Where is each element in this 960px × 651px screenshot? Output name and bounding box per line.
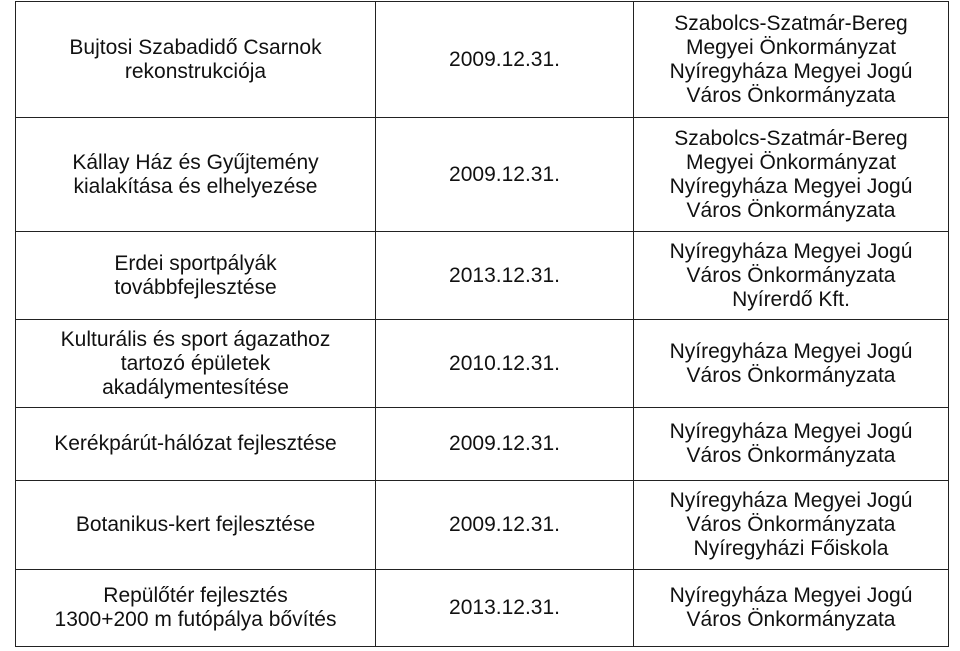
deadline-text: 2009.12.31.: [449, 47, 560, 71]
project-cell: [16, 570, 376, 647]
deadline-text: 2010.12.31.: [449, 351, 560, 375]
owner-text: Megyei Önkormányzat: [685, 35, 897, 59]
project-text: akadálymentesítése: [102, 375, 289, 399]
owner-text: Nyírerdő Kft.: [732, 287, 850, 311]
owner-text: Nyíregyháza Megyei Jogú: [669, 339, 913, 363]
project-cell: [16, 481, 376, 570]
owner-text: Város Önkormányzata: [686, 198, 896, 222]
deadline-cell: [376, 118, 634, 232]
project-cell: [16, 232, 376, 320]
owner-text: Város Önkormányzata: [686, 363, 896, 387]
projects-table-body: [16, 2, 949, 647]
table-row: [16, 2, 949, 118]
project-text: rekonstrukciója: [124, 59, 267, 83]
owner-cell: [634, 2, 949, 118]
table-row: [16, 118, 949, 232]
deadline-cell: [376, 232, 634, 320]
owner-text: Megyei Önkormányzat: [685, 150, 897, 174]
owner-text: Szabolcs-Szatmár-Bereg: [674, 126, 908, 150]
table-row: [16, 570, 949, 647]
owner-cell: [634, 408, 949, 481]
project-text: Bujtosi Szabadidő Csarnok: [69, 35, 322, 59]
project-text: tartozó épületek: [120, 351, 271, 375]
owner-cell: [634, 232, 949, 320]
table-row: [16, 232, 949, 320]
project-text: Repülőtér fejlesztés: [103, 584, 288, 607]
deadline-text: 2009.12.31.: [449, 162, 560, 186]
project-cell: [16, 408, 376, 481]
deadline-cell: [376, 2, 634, 118]
deadline-text: 2013.12.31.: [449, 596, 560, 619]
owner-text: Város Önkormányzata: [686, 83, 896, 107]
deadline-cell: [376, 481, 634, 570]
deadline-cell: [376, 408, 634, 481]
owner-text: Város Önkormányzata: [686, 608, 896, 631]
owner-text: Város Önkormányzata: [686, 444, 896, 467]
project-text: Kerékpárút-hálózat fejlesztése: [54, 432, 337, 455]
owner-text: Szabolcs-Szatmár-Bereg: [674, 11, 908, 35]
owner-text: Nyíregyháza Megyei Jogú: [669, 420, 913, 443]
project-text: Botanikus-kert fejlesztése: [75, 513, 316, 536]
project-text: Erdei sportpályák: [114, 251, 277, 275]
project-cell: [16, 320, 376, 408]
owner-text: Város Önkormányzata: [686, 263, 896, 287]
project-cell: [16, 118, 376, 232]
project-text: Kállay Ház és Gyűjtemény: [72, 150, 319, 174]
owner-text: Nyíregyháza Megyei Jogú: [669, 584, 913, 607]
projects-table: [15, 1, 949, 647]
owner-text: Nyíregyháza Megyei Jogú: [669, 239, 913, 263]
project-text: továbbfejlesztése: [114, 275, 277, 299]
deadline-text: 2009.12.31.: [449, 513, 560, 536]
owner-cell: [634, 481, 949, 570]
table-row: [16, 408, 949, 481]
project-text: kialakítása és elhelyezése: [73, 174, 318, 198]
project-text: Kulturális és sport ágazathoz: [60, 327, 331, 351]
owner-cell: [634, 570, 949, 647]
deadline-text: 2013.12.31.: [449, 263, 560, 287]
owner-cell: [634, 320, 949, 408]
owner-text: Nyíregyházi Főiskola: [693, 537, 889, 560]
project-cell: [16, 2, 376, 118]
deadline-cell: [376, 320, 634, 408]
owner-text: Nyíregyháza Megyei Jogú: [669, 59, 913, 83]
owner-text: Nyíregyháza Megyei Jogú: [669, 174, 913, 198]
owner-text: Nyíregyháza Megyei Jogú: [669, 489, 913, 512]
owner-cell: [634, 118, 949, 232]
owner-text: Város Önkormányzata: [686, 513, 896, 536]
project-text: 1300+200 m futópálya bővítés: [54, 608, 337, 631]
deadline-cell: [376, 570, 634, 647]
table-row: [16, 320, 949, 408]
table-row: [16, 481, 949, 570]
deadline-text: 2009.12.31.: [449, 432, 560, 455]
